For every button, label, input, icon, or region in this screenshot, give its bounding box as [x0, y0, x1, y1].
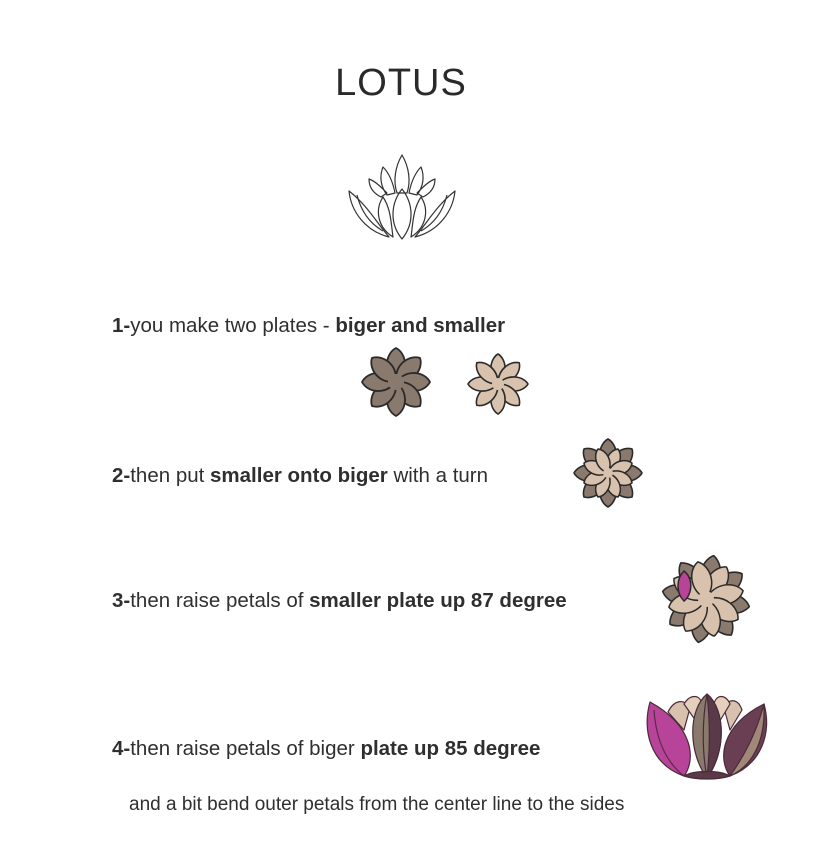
lotus-outline-icon: [347, 153, 457, 243]
step-1: [112, 314, 505, 338]
step-2-tail: with a turn: [387, 464, 489, 487]
step-2-bold: smaller onto biger: [210, 464, 388, 487]
plate-center: [492, 378, 504, 390]
step-3-number: 3-: [112, 589, 131, 612]
step-4-bold: plate up 85 degree: [360, 737, 541, 760]
large-plate-icon: [358, 344, 434, 420]
step-1-text: you make two plates -: [130, 314, 336, 337]
small-plate-icon: [466, 352, 530, 416]
finished-lotus-icon: [644, 690, 770, 780]
plate-center: [698, 591, 714, 607]
step-3-bold: smaller plate up 87 degree: [309, 589, 567, 612]
step-4-number: 4-: [112, 737, 131, 760]
step-1-bold: biger and smaller: [335, 314, 506, 337]
plate-center: [388, 374, 404, 390]
closing-note: and a bit bend outer petals from the center line to the sides: [129, 794, 625, 815]
step-2: [112, 464, 488, 488]
step-1-number: 1-: [112, 314, 131, 337]
plate-center: [603, 468, 613, 478]
page-title: LOTUS: [335, 62, 467, 104]
step-4-text: then raise petals of biger: [130, 737, 361, 760]
step-3-text: then raise petals of: [130, 589, 310, 612]
step-4: [112, 737, 540, 761]
step-2-number: 2-: [112, 464, 131, 487]
raised-petals-icon: [650, 554, 762, 644]
step-2-text: then put: [130, 464, 211, 487]
step-3: [112, 589, 567, 613]
stacked-plates-icon: [571, 436, 645, 510]
